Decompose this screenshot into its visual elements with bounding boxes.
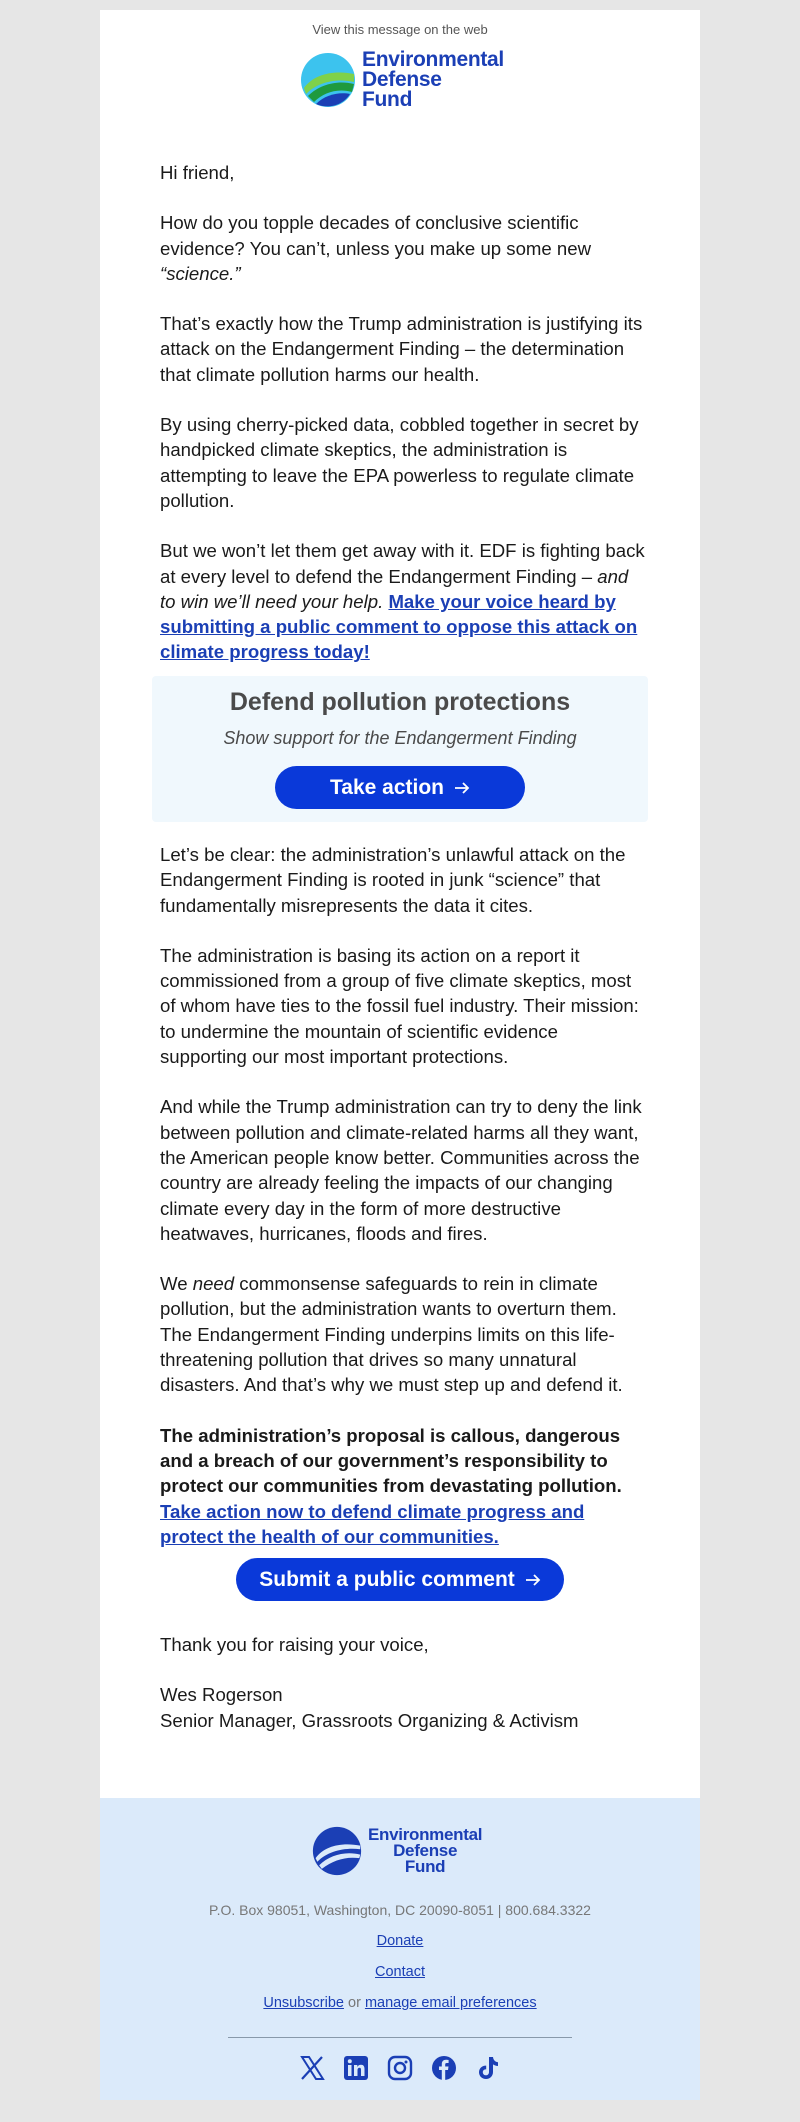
footer-address: P.O. Box 98051, Washington, DC 20090-8051 | 800.684.3322 [209, 1902, 591, 1918]
email-sheet [100, 10, 700, 2100]
or-text: or [348, 1995, 361, 2011]
edf-logo-mark-icon [300, 52, 356, 108]
edf-logo-text: Environmental Defense Fund [362, 48, 504, 111]
arrow-right-icon [525, 1573, 541, 1587]
donate-link[interactable]: Donate [376, 1933, 424, 1949]
paragraph-2: That’s exactly how the Trump administration is justifying its attack on the Endangerment Finding – the determination that climate pollution harms our health. [160, 313, 643, 385]
footer-edf-logo[interactable] [312, 1826, 482, 1876]
public-comment-link[interactable]: Make your voice heard by submitting a public comment to oppose this attack on climate progress today! [160, 590, 638, 663]
signer-name: Wes Rogerson [160, 1684, 283, 1706]
email-body-bottom [160, 842, 648, 1574]
arrow-right-icon [454, 781, 470, 795]
tiktok-icon[interactable] [474, 2054, 502, 2082]
manage-preferences-link[interactable]: manage email preferences [364, 1995, 537, 2011]
footer-divider [228, 2037, 572, 2038]
take-action-now-link[interactable]: Take action now to defend climate progress and protect the health of our communities. [160, 1500, 585, 1547]
x-icon[interactable] [298, 2054, 326, 2082]
paragraph-5: Let’s be clear: the administration’s unlawful attack on the Endangerment Finding is rooted in junk “science” that fundamentally misrepresents the data it cites. [160, 844, 626, 916]
cta-subtitle: Show support for the Endangerment Finding [223, 728, 577, 748]
signer-title: Senior Manager, Grassroots Organizing & Activism [160, 1709, 579, 1731]
contact-link[interactable]: Contact [375, 1964, 425, 1980]
signoff [160, 1632, 648, 1733]
edf-logo-mark-icon [312, 1826, 362, 1876]
paragraph-9: The administration’s proposal is callous, dangerous and a breach of our government’s responsibility to protect our communities from devastating pollution. Take action now to defend climate progress and protect the health of our communities. [160, 1424, 622, 1547]
email-body-top [160, 160, 648, 690]
facebook-icon[interactable] [430, 2054, 458, 2082]
unsubscribe-link[interactable]: Unsubscribe [263, 1995, 344, 2011]
greeting: Hi friend, [160, 162, 235, 183]
cta-panel [152, 676, 648, 822]
paragraph-8: We need commonsense safeguards to rein in climate pollution, but the administration wants to overturn them. The Endangerment Finding underpins limits on this life-threatening pollution that drives so many unnatural disasters. And that’s why we must step up and defend it. [160, 1273, 623, 1396]
social-links [100, 2054, 700, 2082]
footer-logo-text: Environmental Defense Fund [368, 1825, 483, 1876]
paragraph-1: How do you topple decades of conclusive scientific evidence? You can’t, unless you make up some new “science.” [160, 212, 592, 284]
paragraph-4: But we won’t let them get away with it. EDF is fighting back at every level to defend the Endangerment Finding – and to win we’ll need your help. Make your voice heard by submitting a public comment to oppose this attack on climate progress today! [160, 540, 645, 663]
thanks-line: Thank you for raising your voice, [160, 1634, 429, 1655]
footer-donate-row [100, 1933, 700, 1949]
cta-title: Defend pollution protections [229, 688, 571, 716]
submit-comment-button[interactable]: Submit a public comment [236, 1558, 564, 1601]
edf-logo[interactable] [300, 50, 504, 110]
footer-contact-row [100, 1964, 700, 1980]
view-on-web-link[interactable]: View this message on the web [312, 22, 488, 37]
footer-prefs-row [100, 1995, 700, 2011]
paragraph-6: The administration is basing its action on a report it commissioned from a group of five climate skeptics, most of whom have ties to the fossil fuel industry. Their mission: to undermine the mountain of scientific evidence supporting our most important protections. [160, 944, 639, 1068]
instagram-icon[interactable] [386, 2054, 414, 2082]
footer [100, 1798, 700, 2100]
linkedin-icon[interactable] [342, 2054, 370, 2082]
take-action-button[interactable]: Take action [275, 766, 525, 809]
paragraph-3: By using cherry-picked data, cobbled together in secret by handpicked climate skeptics, the administration is attempting to leave the EPA powerless to regulate climate pollution. [160, 414, 639, 511]
paragraph-7: And while the Trump administration can try to deny the link between pollution and climate-related harms all they want, the American people know better. Communities across the country are already feeling the impacts of our changing climate every day in the form of more destructive heatwaves, hurricanes, floods and fires. [160, 1096, 642, 1244]
